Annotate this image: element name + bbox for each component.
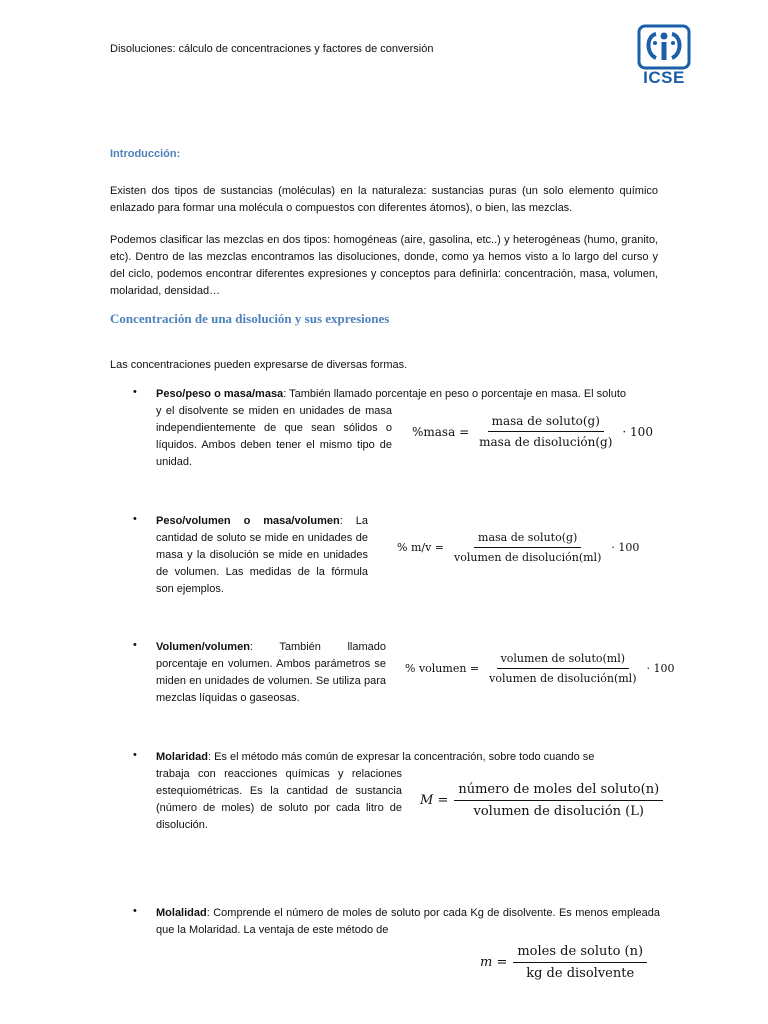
- formula-volumen: [405, 652, 675, 685]
- bullet-5-text: : Comprende el número de moles de soluto por cada Kg de disolvente. Es menos empleada que la Molaridad. La ventaja de este método de: [156, 907, 660, 936]
- formula-rhs: · 100: [622, 424, 653, 439]
- formula-rhs: · 100: [646, 662, 675, 675]
- formula-numerator: volumen de soluto(ml): [497, 652, 629, 669]
- bullet-3-text: : También llamado porcentaje en volumen. Ambos parámetros se miden en unidades de volumen. Se utiliza para mezclas líquidas o gaseosas.: [156, 641, 386, 704]
- formula-lhs: % m/v =: [397, 541, 445, 554]
- bullet-marker: •: [133, 639, 137, 651]
- bullet-1-rest: y el disolvente se miden en unidades de masa independientemente de que sean sólidos o líquidos. Ambos deben tener el mismo tipo de unidad.: [156, 405, 392, 468]
- formula-molaridad: [420, 782, 669, 819]
- intro-paragraph-1: Existen dos tipos de sustancias (moléculas) en la naturaleza: sustancias puras (un solo elemento químico enlazado para formar una molécula o compuestos con diferentes átomos), o bien, las mezclas.: [110, 185, 658, 214]
- formula-numerator: número de moles del soluto(n): [454, 782, 663, 801]
- formula-rhs: · 100: [611, 541, 640, 554]
- formula-lhs: % volumen =: [405, 662, 480, 675]
- formula-lhs: M =: [420, 793, 449, 808]
- icse-logo: [636, 24, 692, 92]
- formula-denominator: kg de disolvente: [526, 966, 635, 981]
- bullet-marker: •: [133, 386, 137, 398]
- bullet-1-text: : También llamado porcentaje en peso o porcentaje en masa. El soluto: [283, 388, 627, 400]
- formula-numerator: masa de soluto(g): [488, 414, 604, 432]
- bullet-2-line: [156, 513, 368, 598]
- intro-heading: Introducción:: [110, 148, 181, 160]
- formula-masa: [412, 414, 653, 449]
- header-title: Disoluciones: cálculo de concentraciones y factores de conversión: [110, 43, 434, 55]
- bullet-marker: •: [133, 749, 137, 761]
- intro-paragraph-2: Podemos clasificar las mezclas en dos tipos: homogéneas (aire, gasolina, etc..) y heterogéneas (humo, granito, etc). Dentro de las mezclas encontramos las disoluciones, donde, como ya hemos visto a lo largo del curso y del ciclo, podemos encontrar diferentes expresiones y conceptos para definirla: concentración, masa, volumen, molaridad, densidad…: [110, 234, 658, 297]
- formula-mv: [397, 531, 639, 564]
- section-intro: Las concentraciones pueden expresarse de diversas formas.: [110, 359, 408, 371]
- formula-denominator: volumen de disolución (L): [473, 804, 644, 819]
- formula-numerator: moles de soluto (n): [513, 944, 647, 963]
- bullet-5-line: [156, 905, 660, 939]
- formula-molalidad: [480, 944, 653, 981]
- icse-logo-icon: [636, 24, 692, 70]
- formula-denominator: volumen de disolución(ml): [489, 672, 637, 685]
- bullet-marker: •: [133, 513, 137, 525]
- bullet-5-term: Molalidad: [156, 907, 207, 919]
- bullet-4-line: [156, 749, 660, 766]
- bullet-marker: •: [133, 905, 137, 917]
- logo-text: ICSE: [643, 68, 685, 87]
- formula-lhs: %masa =: [412, 424, 470, 439]
- bullet-4-term: Molaridad: [156, 751, 208, 763]
- bullet-4-text: : Es el método más común de expresar la concentración, sobre todo cuando se: [207, 751, 595, 763]
- bullet-2-text: : La cantidad de soluto se mide en unidades de masa y la disolución se mide en unidades de volumen. Las medidas de la fórmula son ejemplos.: [156, 515, 368, 595]
- section-heading: Concentración de una disolución y sus expresiones: [110, 311, 390, 326]
- formula-denominator: volumen de disolución(ml): [454, 551, 602, 564]
- bullet-2-term: Peso/volumen o masa/volumen: [156, 515, 340, 527]
- bullet-1-line: [156, 386, 660, 403]
- formula-numerator: masa de soluto(g): [474, 531, 581, 548]
- bullet-3-line: [156, 639, 386, 707]
- formula-denominator: masa de disolución(g): [479, 435, 613, 449]
- bullet-3-term: Volumen/volumen: [156, 641, 250, 653]
- bullet-4-rest: trabaja con reacciones químicas y relaciones estequiométricas. Es la cantidad de sustancia (número de moles) de soluto por cada litro de disolución.: [156, 768, 402, 831]
- formula-lhs: m =: [480, 955, 508, 970]
- bullet-1-term: Peso/peso o masa/masa: [156, 388, 284, 400]
